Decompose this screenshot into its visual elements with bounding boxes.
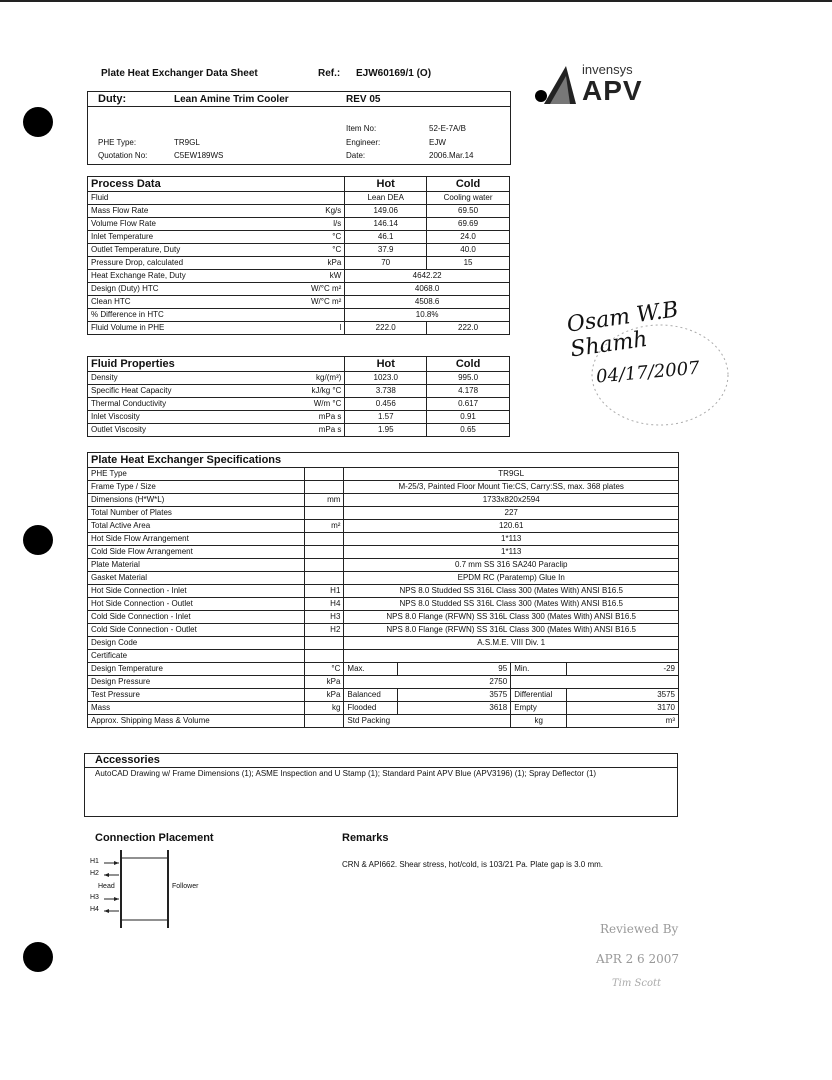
engineer-label: Engineer: xyxy=(346,138,381,147)
spec-row xyxy=(88,650,679,663)
spec-unit: m² xyxy=(304,520,344,533)
process-row-label-cell xyxy=(88,244,345,257)
process-hot-value: 70 xyxy=(345,257,427,270)
fluid-row-label-cell xyxy=(88,398,345,411)
process-row-label: Outlet Temperature, Duty xyxy=(91,245,181,254)
process-header-row xyxy=(88,177,510,192)
process-hot-value: Lean DEA xyxy=(345,192,427,205)
fluid-cold-value: 0.65 xyxy=(427,424,510,437)
process-span-value: 4508.6 xyxy=(345,296,510,309)
logo-triangle-icon xyxy=(530,64,590,108)
process-row xyxy=(88,205,510,218)
fluid-row-unit: W/m °C xyxy=(313,399,342,408)
process-span-value: 4068.0 xyxy=(345,283,510,296)
spec-value: 120.61 xyxy=(344,520,679,533)
date-label: Date: xyxy=(346,151,366,160)
process-hot-value: 146.14 xyxy=(345,218,427,231)
process-row-unit: °C xyxy=(332,232,342,241)
page-title: Plate Heat Exchanger Data Sheet xyxy=(101,68,258,79)
process-row-label-cell xyxy=(88,322,345,335)
design-temp-row xyxy=(88,663,679,676)
process-row-label: Inlet Temperature xyxy=(91,232,154,241)
spec-value: 1*113 xyxy=(344,546,679,559)
fluid-row-unit: mPa s xyxy=(318,425,342,434)
spec-label: Frame Type / Size xyxy=(88,481,305,494)
punch-hole xyxy=(23,942,53,972)
process-hot-header: Hot xyxy=(345,177,427,192)
fluid-hot-value: 3.738 xyxy=(345,385,427,398)
specs-table xyxy=(87,452,679,728)
fluid-cold-value: 4.178 xyxy=(427,385,510,398)
spec-label: Hot Side Flow Arrangement xyxy=(88,533,305,546)
conn-h1: H1 xyxy=(90,858,99,865)
spec-row xyxy=(88,598,679,611)
mass-flooded-label: Flooded xyxy=(344,702,398,715)
process-row-label-cell xyxy=(88,309,345,322)
fluid-row xyxy=(88,411,510,424)
empty-cell xyxy=(304,715,344,728)
spec-unit xyxy=(304,559,344,572)
date: 2006.Mar.14 xyxy=(429,151,474,160)
spec-unit: H3 xyxy=(304,611,344,624)
spec-label: Hot Side Connection - Inlet xyxy=(88,585,305,598)
spec-value: 1*113 xyxy=(344,533,679,546)
ref-label: Ref.: xyxy=(318,68,341,79)
fluid-row-label: Outlet Viscosity xyxy=(91,425,146,434)
spec-value: M-25/3, Painted Floor Mount Tie:CS, Carry:SS, max. 368 plates xyxy=(344,481,679,494)
reviewed-by: Reviewed By xyxy=(600,922,679,936)
fluid-hot-header: Hot xyxy=(345,357,427,372)
spec-value: TR9GL xyxy=(344,468,679,481)
signature: Osam W.B Shamh xyxy=(565,297,681,363)
design-temp-unit: °C xyxy=(304,663,344,676)
process-row-label: Design (Duty) HTC xyxy=(91,284,159,293)
fluid-cold-header: Cold xyxy=(427,357,510,372)
mass-empty: 3170 xyxy=(567,702,679,715)
fluid-row-label-cell xyxy=(88,385,345,398)
design-temp-label: Design Temperature xyxy=(88,663,305,676)
fluid-row-label-cell xyxy=(88,411,345,424)
fluid-row xyxy=(88,424,510,437)
duty-box xyxy=(87,91,511,165)
fluid-row-label: Specific Heat Capacity xyxy=(91,386,172,395)
process-data-table xyxy=(87,176,510,335)
spec-row xyxy=(88,481,679,494)
process-span-value: 4642.22 xyxy=(345,270,510,283)
design-pressure-unit: kPa xyxy=(304,676,344,689)
spec-value: EPDM RC (Paratemp) Glue In xyxy=(344,572,679,585)
conn-h4: H4 xyxy=(90,906,99,913)
spec-label: Total Active Area xyxy=(88,520,305,533)
process-span-row xyxy=(88,270,510,283)
spec-value: 0.7 mm SS 316 SA240 Paraclip xyxy=(344,559,679,572)
revision: REV 05 xyxy=(346,94,381,105)
empty-cell xyxy=(511,676,679,689)
specs-title: Plate Heat Exchanger Specifications xyxy=(88,453,679,468)
engineer: EJW xyxy=(429,138,446,147)
process-row-label-cell xyxy=(88,296,345,309)
test-pressure-label: Test Pressure xyxy=(88,689,305,702)
phe-type-label: PHE Type: xyxy=(98,138,137,147)
conn-head: Head xyxy=(98,883,115,890)
design-temp-min-label: Min. xyxy=(511,663,567,676)
duty-value: Lean Amine Trim Cooler xyxy=(174,94,289,105)
spec-row xyxy=(88,507,679,520)
conn-follower: Follower xyxy=(172,883,199,890)
test-pressure-diff-label: Differential xyxy=(511,689,567,702)
spec-label: PHE Type xyxy=(88,468,305,481)
spec-label: Gasket Material xyxy=(88,572,305,585)
accessories-title: Accessories xyxy=(95,754,160,766)
conn-h2: H2 xyxy=(90,870,99,877)
shipping-row xyxy=(88,715,679,728)
quotation-label: Quotation No: xyxy=(98,151,148,160)
approval-stamp xyxy=(550,297,750,430)
process-cold-value: 24.0 xyxy=(427,231,510,244)
fluid-row-label-cell xyxy=(88,424,345,437)
process-cold-value: 15 xyxy=(427,257,510,270)
reviewed-date: APR 2 6 2007 xyxy=(596,952,680,966)
spec-row xyxy=(88,520,679,533)
spec-value: NPS 8.0 Flange (RFWN) SS 316L Class 300 (Mates With) ANSI B16.5 xyxy=(344,624,679,637)
process-row-unit: kPa xyxy=(327,258,342,267)
shipping-kg: kg xyxy=(511,715,567,728)
process-row-label-cell xyxy=(88,257,345,270)
spec-value: NPS 8.0 Studded SS 316L Class 300 (Mates With) ANSI B16.5 xyxy=(344,598,679,611)
spec-label: Cold Side Connection - Inlet xyxy=(88,611,305,624)
mass-label: Mass xyxy=(88,702,305,715)
shipping-m3: m³ xyxy=(567,715,679,728)
connection-title: Connection Placement xyxy=(95,832,214,844)
remarks-text: CRN & API662. Shear stress, hot/cold, is 103/21 Pa. Plate gap is 3.0 mm. xyxy=(342,860,604,869)
process-row xyxy=(88,244,510,257)
process-hot-value: 46.1 xyxy=(345,231,427,244)
fluid-properties-table xyxy=(87,356,510,437)
conn-h3: H3 xyxy=(90,894,99,901)
mass-unit: kg xyxy=(304,702,344,715)
fluid-row-label: Inlet Viscosity xyxy=(91,412,140,421)
process-row xyxy=(88,218,510,231)
spec-row xyxy=(88,611,679,624)
process-row-label: Mass Flow Rate xyxy=(91,206,149,215)
fluid-row-unit: kJ/kg °C xyxy=(311,386,342,395)
process-row-unit: W/°C m² xyxy=(310,284,342,293)
process-hot-value: 149.06 xyxy=(345,205,427,218)
spec-label: Cold Side Flow Arrangement xyxy=(88,546,305,559)
process-hot-value: 37.9 xyxy=(345,244,427,257)
fluid-row xyxy=(88,398,510,411)
process-row xyxy=(88,192,510,205)
design-pressure-value: 2750 xyxy=(344,676,511,689)
process-row-label-cell xyxy=(88,192,345,205)
item-no-label: Item No: xyxy=(346,124,377,133)
spec-label: Dimensions (H*W*L) xyxy=(88,494,305,507)
process-row-label: % Difference in HTC xyxy=(91,310,164,319)
spec-row xyxy=(88,546,679,559)
process-cold-value: 222.0 xyxy=(427,322,510,335)
design-temp-min: -29 xyxy=(567,663,679,676)
test-pressure-bal-label: Balanced xyxy=(344,689,398,702)
process-row-unit: l/s xyxy=(333,219,342,228)
spec-value xyxy=(344,650,679,663)
specs-header-row xyxy=(88,453,679,468)
spec-unit xyxy=(304,572,344,585)
process-row-unit: W/°C m² xyxy=(310,297,342,306)
connection-diagram xyxy=(88,850,218,930)
fluid-cold-value: 995.0 xyxy=(427,372,510,385)
process-row-label: Pressure Drop, calculated xyxy=(91,258,184,267)
fluid-title: Fluid Properties xyxy=(88,357,345,372)
spec-label: Cold Side Connection - Outlet xyxy=(88,624,305,637)
spec-value: A.S.M.E. VIII Div. 1 xyxy=(344,637,679,650)
spec-row xyxy=(88,559,679,572)
process-row-label: Fluid Volume in PHE xyxy=(91,323,165,332)
accessories-box xyxy=(84,753,678,817)
spec-value: NPS 8.0 Studded SS 316L Class 300 (Mates With) ANSI B16.5 xyxy=(344,585,679,598)
process-row-label: Heat Exchange Rate, Duty xyxy=(91,271,186,280)
top-border xyxy=(0,0,832,2)
logo-apv: APV xyxy=(582,75,643,106)
spec-unit xyxy=(304,637,344,650)
test-pressure-row xyxy=(88,689,679,702)
process-row-label: Volume Flow Rate xyxy=(91,219,156,228)
quotation: C5EW189WS xyxy=(174,151,224,160)
spec-unit: H4 xyxy=(304,598,344,611)
process-row-label-cell xyxy=(88,205,345,218)
ref-value: EJW60169/1 (O) xyxy=(356,68,432,79)
spec-unit xyxy=(304,481,344,494)
spec-row xyxy=(88,637,679,650)
punch-hole xyxy=(23,107,53,137)
process-row xyxy=(88,231,510,244)
accessories-text: AutoCAD Drawing w/ Frame Dimensions (1); ASME Inspection and U Stamp (1); Standard Paint APV Blue (APV3196) (1); Spray Deflector (1) xyxy=(95,769,597,778)
remarks-title: Remarks xyxy=(342,832,389,844)
fluid-cold-value: 0.617 xyxy=(427,398,510,411)
duty-label: Duty: xyxy=(98,93,127,105)
process-hot-value: 222.0 xyxy=(345,322,427,335)
process-row-unit: l xyxy=(339,323,342,332)
process-row-label: Clean HTC xyxy=(91,297,131,306)
test-pressure-bal: 3575 xyxy=(398,689,511,702)
process-span-row xyxy=(88,296,510,309)
fluid-row xyxy=(88,385,510,398)
fluid-row-unit: kg/(m³) xyxy=(316,373,342,382)
spec-row xyxy=(88,494,679,507)
spec-unit xyxy=(304,507,344,520)
process-cold-value: 40.0 xyxy=(427,244,510,257)
test-pressure-unit: kPa xyxy=(304,689,344,702)
mass-flooded: 3618 xyxy=(398,702,511,715)
fluid-row-label: Thermal Conductivity xyxy=(91,399,167,408)
design-temp-max: 95 xyxy=(398,663,511,676)
process-span-value: 10.8% xyxy=(345,309,510,322)
spec-row xyxy=(88,468,679,481)
process-span-row xyxy=(88,309,510,322)
spec-label: Hot Side Connection - Outlet xyxy=(88,598,305,611)
spec-value: 1733x820x2594 xyxy=(344,494,679,507)
item-no: 52-E-7A/B xyxy=(429,124,466,133)
mass-row xyxy=(88,702,679,715)
fluid-header-row xyxy=(88,357,510,372)
fluid-hot-value: 1.57 xyxy=(345,411,427,424)
shipping-std-label: Std Packing xyxy=(344,715,511,728)
process-row xyxy=(88,257,510,270)
fluid-hot-value: 0.456 xyxy=(345,398,427,411)
spec-row xyxy=(88,572,679,585)
spec-unit xyxy=(304,533,344,546)
spec-unit xyxy=(304,650,344,663)
fluid-row-label-cell xyxy=(88,372,345,385)
phe-type: TR9GL xyxy=(174,138,200,147)
mass-empty-label: Empty xyxy=(511,702,567,715)
spec-unit: H2 xyxy=(304,624,344,637)
fluid-hot-value: 1023.0 xyxy=(345,372,427,385)
process-cold-header: Cold xyxy=(427,177,510,192)
process-volume-row xyxy=(88,322,510,335)
process-span-row xyxy=(88,283,510,296)
reviewer-name: Tim Scott xyxy=(612,978,662,989)
spec-label: Plate Material xyxy=(88,559,305,572)
spec-unit xyxy=(304,546,344,559)
spec-label: Certificate xyxy=(88,650,305,663)
design-pressure-row xyxy=(88,676,679,689)
process-row-unit: kW xyxy=(329,271,342,280)
fluid-cold-value: 0.91 xyxy=(427,411,510,424)
spec-row xyxy=(88,585,679,598)
logo-invensys: invensys xyxy=(582,62,633,77)
process-row-label-cell xyxy=(88,231,345,244)
plate-pack-icon xyxy=(88,850,218,930)
spec-value: NPS 8.0 Flange (RFWN) SS 316L Class 300 (Mates With) ANSI B16.5 xyxy=(344,611,679,624)
design-pressure-label: Design Pressure xyxy=(88,676,305,689)
process-row-label-cell xyxy=(88,270,345,283)
design-temp-max-label: Max. xyxy=(344,663,398,676)
spec-unit: mm xyxy=(304,494,344,507)
fluid-hot-value: 1.95 xyxy=(345,424,427,437)
process-cold-value: Cooling water xyxy=(427,192,510,205)
fluid-row-label: Density xyxy=(91,373,118,382)
process-row-unit: Kg/s xyxy=(325,206,342,215)
signature-date: 04/17/2007 xyxy=(595,357,701,388)
process-row-label: Fluid xyxy=(91,193,109,202)
spec-unit xyxy=(304,468,344,481)
test-pressure-diff: 3575 xyxy=(567,689,679,702)
process-row-label-cell xyxy=(88,283,345,296)
process-cold-value: 69.50 xyxy=(427,205,510,218)
apv-logo xyxy=(530,62,670,108)
spec-row xyxy=(88,533,679,546)
spec-row xyxy=(88,624,679,637)
fluid-row xyxy=(88,372,510,385)
spec-value: 227 xyxy=(344,507,679,520)
process-row-label-cell xyxy=(88,218,345,231)
fluid-row-unit: mPa s xyxy=(318,412,342,421)
spec-unit: H1 xyxy=(304,585,344,598)
process-title: Process Data xyxy=(88,177,345,192)
spec-label: Total Number of Plates xyxy=(88,507,305,520)
process-cold-value: 69.69 xyxy=(427,218,510,231)
shipping-label: Approx. Shipping Mass & Volume xyxy=(88,715,305,728)
spec-label: Design Code xyxy=(88,637,305,650)
process-row-unit: °C xyxy=(332,245,342,254)
punch-hole xyxy=(23,525,53,555)
